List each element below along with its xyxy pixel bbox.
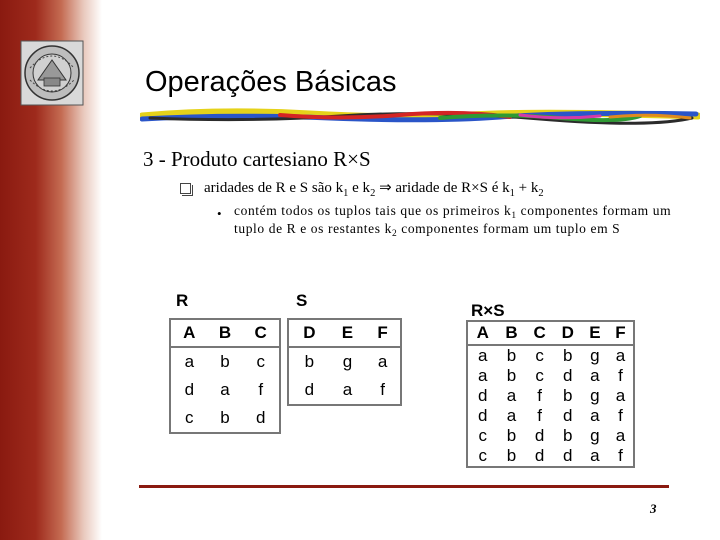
page-number: 3 bbox=[650, 501, 657, 516]
column-header: D bbox=[554, 321, 582, 345]
table-cell: b bbox=[220, 408, 230, 427]
footer-divider bbox=[139, 485, 669, 488]
table-cell: c bbox=[535, 346, 544, 365]
table-row bbox=[467, 366, 634, 386]
slide-title: Operações Básicas bbox=[145, 66, 397, 98]
column-header: B bbox=[497, 321, 525, 345]
table-cell: b bbox=[563, 426, 573, 445]
table-cell: a bbox=[615, 386, 626, 405]
table-cell: b bbox=[506, 426, 517, 445]
table-cell: a bbox=[615, 426, 626, 445]
column-header: A bbox=[170, 319, 208, 347]
table-header-row bbox=[170, 319, 280, 347]
table-cell: f bbox=[618, 406, 623, 425]
table-cell: f bbox=[618, 446, 623, 465]
table-cell: b bbox=[563, 386, 573, 405]
column-header: C bbox=[526, 321, 554, 345]
table-cell: c bbox=[478, 446, 487, 465]
table-cell: a bbox=[220, 380, 230, 399]
table-cell: d bbox=[477, 406, 488, 425]
table-cell: d bbox=[184, 380, 195, 399]
table-row bbox=[288, 376, 401, 405]
table-cell: d bbox=[563, 366, 573, 385]
table-cell: d bbox=[477, 386, 488, 405]
table-cell: d bbox=[534, 426, 545, 445]
table-cell: d bbox=[563, 446, 573, 465]
relation-s-table bbox=[287, 318, 402, 406]
table-cell: g bbox=[590, 386, 600, 405]
table-cell: a bbox=[506, 406, 517, 425]
relation-r-label: R bbox=[176, 291, 189, 310]
table-cell: d bbox=[304, 380, 315, 399]
table-cell: f bbox=[618, 366, 623, 385]
university-seal-icon bbox=[20, 40, 84, 106]
table-cell: f bbox=[258, 380, 264, 399]
table-cell: a bbox=[615, 346, 626, 365]
table-cell: a bbox=[377, 352, 388, 371]
table-row bbox=[170, 347, 280, 376]
table-row bbox=[288, 347, 401, 376]
table-cell: d bbox=[534, 446, 545, 465]
table-cell: c bbox=[478, 426, 487, 445]
table-cell: f bbox=[537, 406, 543, 425]
table-cell: b bbox=[220, 352, 230, 371]
table-cell: a bbox=[477, 346, 488, 365]
table-row bbox=[467, 386, 634, 406]
column-header: A bbox=[467, 321, 497, 345]
table-cell: b bbox=[506, 366, 517, 385]
column-header: D bbox=[288, 319, 330, 347]
table-cell: b bbox=[304, 352, 315, 371]
table-cell: b bbox=[506, 446, 517, 465]
table-row bbox=[467, 345, 634, 366]
sub-bullet-marker: • bbox=[217, 206, 222, 221]
table-row bbox=[170, 376, 280, 404]
table-cell: b bbox=[506, 346, 517, 365]
table-cell: a bbox=[590, 446, 600, 465]
column-header: F bbox=[365, 319, 401, 347]
table-header-row bbox=[467, 321, 634, 345]
table-row bbox=[467, 446, 634, 467]
table-cell: a bbox=[590, 366, 600, 385]
table-row bbox=[467, 426, 634, 446]
bullet-text-arity: aridades de R e S são $k_1$ e $k_2$ ⇒ aridade de R×S é $k_1 + k_2$ bbox=[204, 180, 544, 199]
relation-rxs-label: R×S bbox=[471, 301, 505, 320]
table-header-row bbox=[288, 319, 401, 347]
table-cell: a bbox=[477, 366, 488, 385]
column-header: C bbox=[242, 319, 280, 347]
section-heading: 3 - Produto cartesiano R×S bbox=[143, 147, 371, 171]
table-cell: a bbox=[590, 406, 600, 425]
table-cell: c bbox=[535, 366, 544, 385]
brush-stroke-divider bbox=[140, 106, 700, 128]
table-cell: d bbox=[563, 406, 573, 425]
table-cell: c bbox=[256, 352, 265, 371]
column-header: B bbox=[208, 319, 243, 347]
table-cell: f bbox=[380, 380, 385, 399]
relation-s-label: S bbox=[296, 291, 308, 310]
table-cell: a bbox=[184, 352, 195, 371]
table-row bbox=[170, 404, 280, 433]
table-cell: g bbox=[590, 346, 600, 365]
square-bullet-icon bbox=[180, 183, 191, 194]
table-cell: d bbox=[255, 408, 266, 427]
table-cell: c bbox=[185, 408, 194, 427]
table-cell: f bbox=[537, 386, 543, 405]
relation-rxs-table bbox=[466, 320, 635, 468]
table-cell: a bbox=[342, 380, 353, 399]
table-row bbox=[467, 406, 634, 426]
table-cell: a bbox=[506, 386, 517, 405]
table-cell: g bbox=[590, 426, 600, 445]
table-cell: b bbox=[563, 346, 573, 365]
sub-bullet-text: contém todos os tuplos tais que os primeiros $k_1$ componentes formam um tuplo de R e os restantes $k_2$ componentes formam um tuplo em S bbox=[234, 203, 672, 240]
column-header: E bbox=[330, 319, 366, 347]
column-header: F bbox=[608, 321, 634, 345]
column-header: E bbox=[582, 321, 608, 345]
table-cell: g bbox=[342, 352, 353, 371]
relation-r-table bbox=[169, 318, 281, 434]
